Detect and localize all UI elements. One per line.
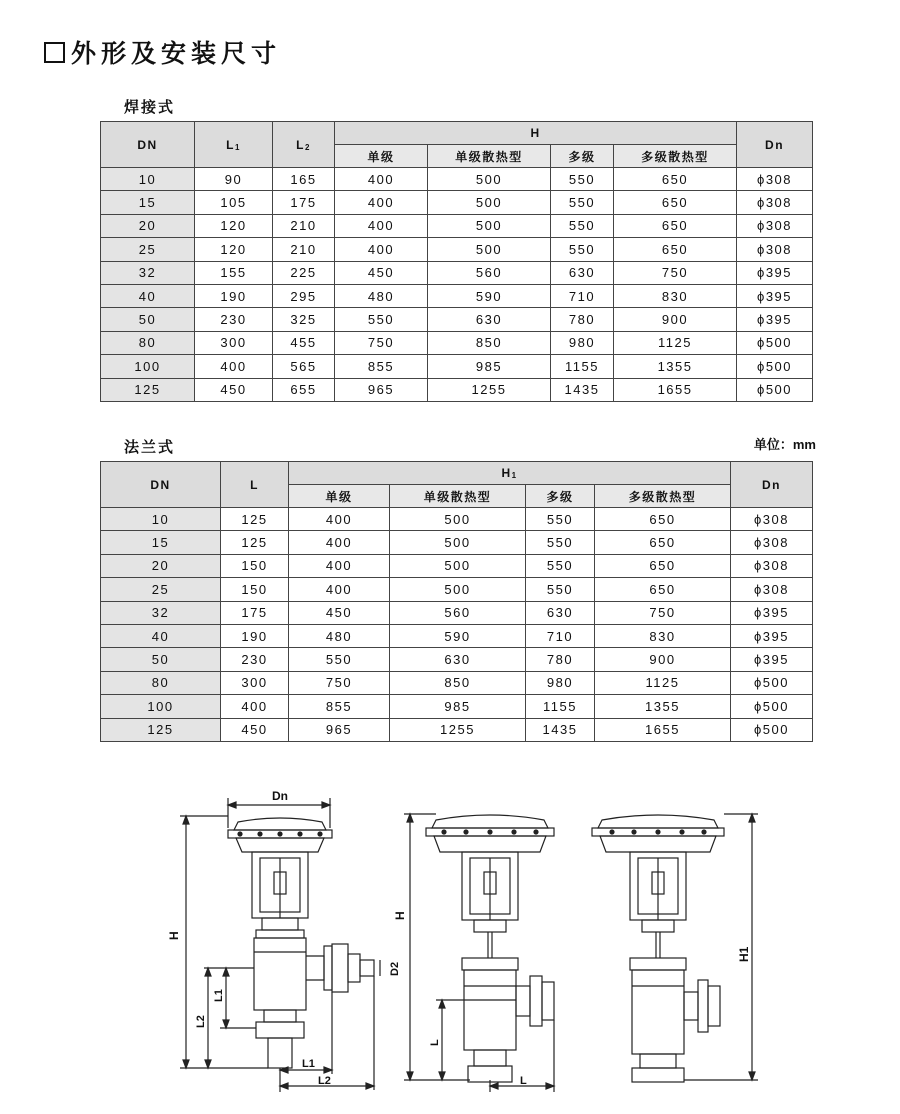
table-cell: 500 <box>390 554 526 577</box>
table-cell: ϕ395 <box>737 284 813 307</box>
table-cell: 50 <box>101 648 221 671</box>
table-cell: 150 <box>221 578 289 601</box>
table-cell: ϕ395 <box>731 601 813 624</box>
table-cell: 650 <box>614 191 737 214</box>
table-cell: 1125 <box>614 331 737 354</box>
table-cell: 400 <box>335 238 428 261</box>
table-row <box>101 331 813 354</box>
table-cell: 165 <box>273 168 335 191</box>
table-cell: 710 <box>526 624 595 647</box>
table-cell: ϕ500 <box>737 331 813 354</box>
table-cell: 10 <box>101 168 195 191</box>
table-row <box>101 214 813 237</box>
dim-label-h: H <box>393 911 407 920</box>
table-cell: 1125 <box>595 671 731 694</box>
table-cell: 40 <box>101 284 195 307</box>
welded-cooling-valve-drawing <box>393 814 554 1092</box>
table-cell: 985 <box>390 695 526 718</box>
table-cell: 630 <box>390 648 526 671</box>
table-cell: 650 <box>614 214 737 237</box>
table-cell: 15 <box>101 531 221 554</box>
table-cell: 300 <box>195 331 273 354</box>
table-cell: 15 <box>101 191 195 214</box>
table-cell: 190 <box>195 284 273 307</box>
table-row <box>101 648 813 671</box>
table-cell: 1355 <box>595 695 731 718</box>
table-cell: 980 <box>526 671 595 694</box>
checkbox-square-icon <box>44 42 65 63</box>
table-cell: ϕ395 <box>737 261 813 284</box>
table-cell: 90 <box>195 168 273 191</box>
dim-label-d2: D2 <box>389 961 401 976</box>
table-cell: 400 <box>335 214 428 237</box>
table-cell: 190 <box>221 624 289 647</box>
table-cell: 480 <box>289 624 390 647</box>
table-cell: 400 <box>289 578 390 601</box>
table-row <box>101 191 813 214</box>
table-cell: ϕ308 <box>731 578 813 601</box>
table-cell: 32 <box>101 601 221 624</box>
table-cell: 295 <box>273 284 335 307</box>
table-cell: 32 <box>101 261 195 284</box>
table-cell: ϕ308 <box>737 238 813 261</box>
col-header-dn-nominal: Dn <box>731 462 813 508</box>
table-cell: 965 <box>335 378 428 401</box>
table-cell: 550 <box>526 531 595 554</box>
table-cell: 850 <box>390 671 526 694</box>
table-cell: 650 <box>595 554 731 577</box>
col-header-l1: $L_1$ <box>195 122 273 168</box>
col-header-single: 单级 <box>289 485 390 508</box>
table-cell: 400 <box>335 191 428 214</box>
table-row <box>101 378 813 401</box>
table-cell: 550 <box>551 168 614 191</box>
table-cell: 210 <box>273 214 335 237</box>
table-cell: 830 <box>614 284 737 307</box>
col-header-single-cooling: 单级散热型 <box>428 145 551 168</box>
table-cell: 400 <box>289 508 390 531</box>
table-cell: 1655 <box>614 378 737 401</box>
table-cell: ϕ308 <box>737 191 813 214</box>
table-cell: 550 <box>551 191 614 214</box>
table-cell: 80 <box>101 331 195 354</box>
table-row <box>101 671 813 694</box>
dim-label-l-vertical: L <box>429 1039 441 1046</box>
table-cell: 500 <box>390 531 526 554</box>
table-cell: 155 <box>195 261 273 284</box>
table-cell: 400 <box>335 168 428 191</box>
table-cell: 750 <box>335 331 428 354</box>
table-cell: ϕ308 <box>737 214 813 237</box>
table-cell: 780 <box>526 648 595 671</box>
table-cell: 500 <box>428 238 551 261</box>
table-cell: 650 <box>614 238 737 261</box>
welded-valve-drawing <box>167 789 401 1092</box>
table-cell: 550 <box>526 554 595 577</box>
flanged-valve-drawing <box>592 814 758 1082</box>
table-cell: 480 <box>335 284 428 307</box>
table-cell: 40 <box>101 624 221 647</box>
table-cell: 650 <box>595 508 731 531</box>
table-row <box>101 508 813 531</box>
table-cell: 50 <box>101 308 195 331</box>
table-cell: 985 <box>428 355 551 378</box>
table-cell: 650 <box>595 578 731 601</box>
table-cell: 100 <box>101 695 221 718</box>
table-cell: 150 <box>221 554 289 577</box>
table-cell: 230 <box>221 648 289 671</box>
table-cell: 830 <box>595 624 731 647</box>
table-cell: 400 <box>221 695 289 718</box>
unit-label: 单位：mm <box>753 437 816 452</box>
table-cell: 550 <box>526 508 595 531</box>
table-cell: 175 <box>221 601 289 624</box>
table-row <box>101 308 813 331</box>
col-header-dn: DN <box>101 462 221 508</box>
table-row <box>101 261 813 284</box>
page-title <box>44 34 281 70</box>
table-cell: ϕ308 <box>731 531 813 554</box>
table-cell: 450 <box>221 718 289 741</box>
table-cell: 25 <box>101 578 221 601</box>
table-cell: 850 <box>428 331 551 354</box>
table-cell: 500 <box>390 578 526 601</box>
table-cell: 1435 <box>551 378 614 401</box>
table-cell: ϕ395 <box>731 648 813 671</box>
table-cell: ϕ500 <box>737 378 813 401</box>
welded-section-label: 焊接式 <box>124 99 176 116</box>
dim-label-l1-horizontal: L1 <box>302 1058 315 1070</box>
table-cell: 980 <box>551 331 614 354</box>
table-row <box>101 238 813 261</box>
table-cell: ϕ308 <box>731 554 813 577</box>
table-cell: 650 <box>614 168 737 191</box>
table-row <box>101 601 813 624</box>
col-header-h1: $H_1$ <box>289 462 731 485</box>
table-cell: 125 <box>101 378 195 401</box>
col-header-single-cooling: 单级散热型 <box>390 485 526 508</box>
table-cell: 10 <box>101 508 221 531</box>
table-cell: 400 <box>289 531 390 554</box>
table-cell: 450 <box>195 378 273 401</box>
table-cell: 855 <box>289 695 390 718</box>
table-cell: 125 <box>101 718 221 741</box>
table-cell: 1255 <box>428 378 551 401</box>
table-cell: 500 <box>390 508 526 531</box>
table-cell: 500 <box>428 191 551 214</box>
table-cell: 210 <box>273 238 335 261</box>
col-header-l: L <box>221 462 289 508</box>
table-row <box>101 554 813 577</box>
valve-dimension-drawing <box>0 780 900 1114</box>
table-cell: 400 <box>195 355 273 378</box>
table-cell: 550 <box>551 214 614 237</box>
table-cell: 855 <box>335 355 428 378</box>
dim-label-dn: Dn <box>272 789 288 803</box>
flanged-dimension-table <box>100 461 813 742</box>
table-row <box>101 578 813 601</box>
col-header-single: 单级 <box>335 145 428 168</box>
table-cell: 500 <box>428 168 551 191</box>
table-cell: 710 <box>551 284 614 307</box>
table-row <box>101 531 813 554</box>
col-header-l2: $L_2$ <box>273 122 335 168</box>
table-cell: 125 <box>221 508 289 531</box>
table-cell: 655 <box>273 378 335 401</box>
dim-label-h1: H1 <box>737 946 751 962</box>
table-cell: 120 <box>195 214 273 237</box>
table-cell: 1355 <box>614 355 737 378</box>
table-cell: 565 <box>273 355 335 378</box>
table-cell: 750 <box>595 601 731 624</box>
table-cell: 450 <box>335 261 428 284</box>
table-cell: ϕ500 <box>731 718 813 741</box>
table-cell: 590 <box>428 284 551 307</box>
table-row <box>101 695 813 718</box>
dim-label-l1-vertical: L1 <box>213 989 225 1002</box>
table-cell: 80 <box>101 671 221 694</box>
table-cell: 1155 <box>551 355 614 378</box>
table-cell: 550 <box>289 648 390 671</box>
dim-label-h: H <box>167 931 181 940</box>
table-cell: ϕ395 <box>737 308 813 331</box>
table-cell: 105 <box>195 191 273 214</box>
table-cell: 560 <box>428 261 551 284</box>
table-cell: 900 <box>614 308 737 331</box>
table-cell: 225 <box>273 261 335 284</box>
table-cell: 965 <box>289 718 390 741</box>
table-cell: ϕ395 <box>731 624 813 647</box>
table-cell: 1435 <box>526 718 595 741</box>
dim-label-l2-horizontal: L2 <box>318 1075 331 1087</box>
table-cell: 450 <box>289 601 390 624</box>
table-cell: 1655 <box>595 718 731 741</box>
table-cell: ϕ308 <box>737 168 813 191</box>
table-cell: 325 <box>273 308 335 331</box>
table-cell: 125 <box>221 531 289 554</box>
dim-label-l-horizontal: L <box>520 1075 527 1087</box>
table-row <box>101 718 813 741</box>
table-cell: 650 <box>595 531 731 554</box>
table-cell: 550 <box>551 238 614 261</box>
table-cell: 590 <box>390 624 526 647</box>
table-row <box>101 284 813 307</box>
table-cell: ϕ500 <box>731 695 813 718</box>
table-cell: 500 <box>428 214 551 237</box>
table-cell: ϕ500 <box>731 671 813 694</box>
table-row <box>101 624 813 647</box>
table-cell: 300 <box>221 671 289 694</box>
table-cell: 750 <box>614 261 737 284</box>
table-cell: 20 <box>101 214 195 237</box>
table-cell: 400 <box>289 554 390 577</box>
col-header-dn-nominal: Dn <box>737 122 813 168</box>
table-cell: 1255 <box>390 718 526 741</box>
table-cell: 750 <box>289 671 390 694</box>
table-cell: 120 <box>195 238 273 261</box>
table-cell: 100 <box>101 355 195 378</box>
col-header-h: H <box>335 122 737 145</box>
table-cell: 175 <box>273 191 335 214</box>
table-cell: 25 <box>101 238 195 261</box>
table-cell: 230 <box>195 308 273 331</box>
flanged-section-label: 法兰式 <box>124 439 176 456</box>
table-cell: ϕ500 <box>737 355 813 378</box>
dim-label-l2-vertical: L2 <box>195 1015 207 1028</box>
table-cell: 455 <box>273 331 335 354</box>
table-cell: 630 <box>551 261 614 284</box>
table-row <box>101 355 813 378</box>
col-header-multi-cooling: 多级散热型 <box>614 145 737 168</box>
col-header-dn: DN <box>101 122 195 168</box>
col-header-multi-cooling: 多级散热型 <box>595 485 731 508</box>
table-cell: 20 <box>101 554 221 577</box>
table-cell: ϕ308 <box>731 508 813 531</box>
table-cell: 780 <box>551 308 614 331</box>
table-cell: 1155 <box>526 695 595 718</box>
table-cell: 630 <box>428 308 551 331</box>
table-cell: 550 <box>335 308 428 331</box>
page-title-text: 外形及安装尺寸 <box>71 40 282 68</box>
table-cell: 900 <box>595 648 731 671</box>
welded-dimension-table <box>100 121 813 402</box>
col-header-multi: 多级 <box>551 145 614 168</box>
table-row <box>101 168 813 191</box>
col-header-multi: 多级 <box>526 485 595 508</box>
table-cell: 550 <box>526 578 595 601</box>
table-cell: 630 <box>526 601 595 624</box>
table-cell: 560 <box>390 601 526 624</box>
